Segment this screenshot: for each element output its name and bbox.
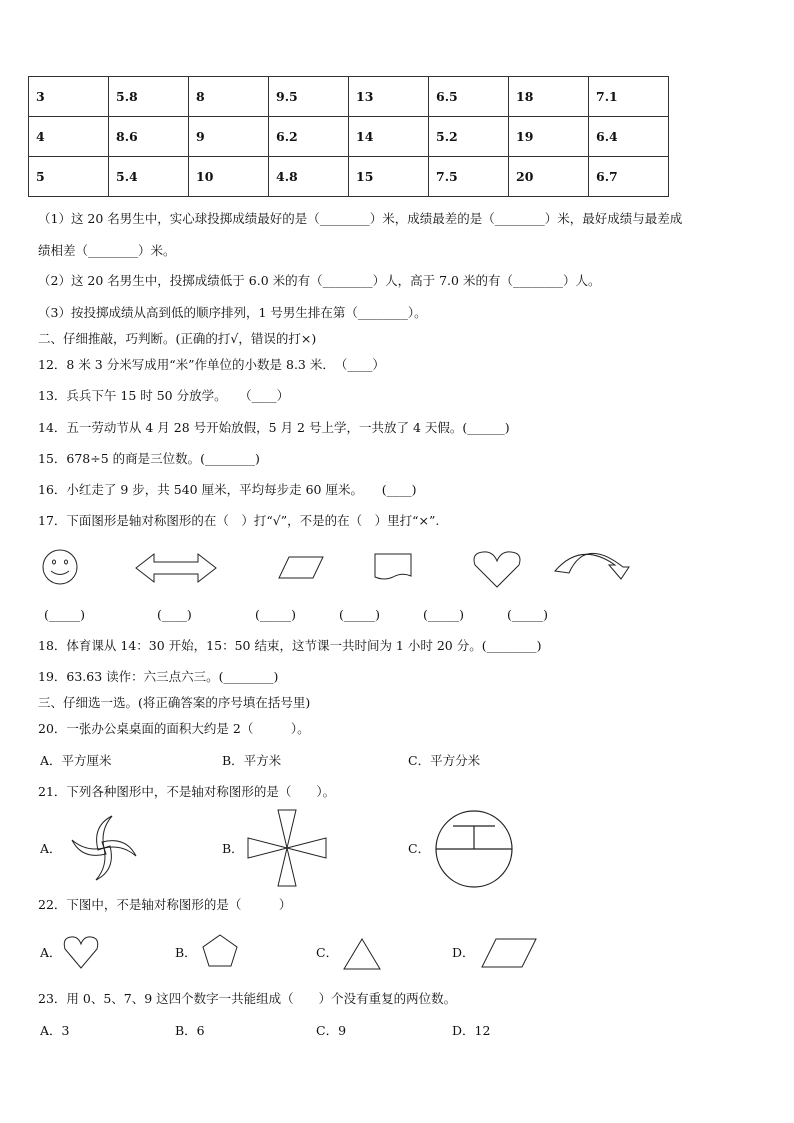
heart-icon [62, 934, 100, 970]
question-18: 18．体育课从 14：30 开始，15：50 结束，这节课一共时间为 1 小时 20 分。(________) [38, 638, 542, 653]
option-d[interactable]: D． [452, 945, 475, 960]
question-15: 15．678÷5 的商是三位数。(________) [38, 451, 260, 466]
table-cell: 18 [509, 77, 589, 117]
table-cell: 14 [349, 117, 429, 157]
table-cell: 5 [29, 157, 109, 197]
table-row [29, 77, 669, 117]
curved-arrow-icon [551, 547, 633, 583]
question-19: 19．63.63 读作：六三点六三。(________) [38, 669, 279, 684]
table-cell: 20 [509, 157, 589, 197]
table-cell: 7.5 [429, 157, 509, 197]
table-cell: 6.2 [269, 117, 349, 157]
pinwheel-icon [64, 810, 144, 886]
table-cell: 9.5 [269, 77, 349, 117]
smiley-face-icon [40, 547, 84, 587]
table-cell: 5.2 [429, 117, 509, 157]
option-c[interactable]: C．9 [316, 1023, 347, 1038]
table-cell: 6.4 [589, 117, 669, 157]
answer-blank[interactable]: (_____) [339, 607, 381, 622]
table-cell: 13 [349, 77, 429, 117]
question-21: 21．下列各种图形中，不是轴对称图形的是（ ）。 [38, 784, 336, 799]
table-cell: 3 [29, 77, 109, 117]
table-cell: 8 [189, 77, 269, 117]
table-cell: 4 [29, 117, 109, 157]
wavy-flag-icon [373, 552, 415, 582]
table-cell: 6.7 [589, 157, 669, 197]
option-d[interactable]: D．12 [452, 1023, 491, 1038]
section-3-heading: 三、仔细选一选。(将正确答案的序号填在括号里) [38, 695, 311, 710]
heart-icon [471, 549, 523, 589]
table-cell: 7.1 [589, 77, 669, 117]
option-b[interactable]: B． [175, 945, 197, 960]
option-b[interactable]: B．6 [175, 1023, 205, 1038]
answer-blank[interactable]: (____) [157, 607, 192, 622]
option-a[interactable]: A．3 [40, 1023, 70, 1038]
table-cell: 8.6 [109, 117, 189, 157]
option-a[interactable]: A． [40, 945, 62, 960]
option-a[interactable]: A．平方厘米 [40, 753, 112, 768]
answer-blank[interactable]: (_____) [423, 607, 465, 622]
option-c[interactable]: C． [408, 841, 431, 856]
table-cell: 6.5 [429, 77, 509, 117]
question-17: 17．下面图形是轴对称图形的在（ ）打“√”，不是的在（ ）里打“×”. [38, 513, 440, 528]
question-14: 14．五一劳动节从 4 月 28 号开始放假，5 月 2 号上学，一共放了 4 天假。(______) [38, 420, 510, 435]
question-12: 12．8 米 3 分米写成用“米”作单位的小数是 8.3 米． （____） [38, 357, 385, 372]
bowtie-cross-icon [246, 808, 328, 888]
answer-blank[interactable]: (_____) [255, 607, 297, 622]
pentagon-icon [201, 933, 239, 969]
option-c[interactable]: C．平方分米 [408, 753, 481, 768]
parallelogram-icon [277, 555, 325, 581]
table-cell: 5.4 [109, 157, 189, 197]
triangle-icon [342, 936, 382, 972]
scores-table [28, 76, 669, 197]
question-20: 20．一张办公桌桌面的面积大约是 2（ ）。 [38, 721, 310, 736]
option-a[interactable]: A． [40, 841, 62, 856]
table-cell: 15 [349, 157, 429, 197]
table-cell: 19 [509, 117, 589, 157]
question-16: 16．小红走了 9 步，共 540 厘米，平均每步走 60 厘米。 (____) [38, 482, 417, 497]
question-11-part-1a: （1）这 20 名男生中，实心球投掷成绩最好的是（________）米，成绩最差的是（________）米，最好成绩与最差成 [38, 211, 683, 226]
table-cell: 5.8 [109, 77, 189, 117]
table-cell: 4.8 [269, 157, 349, 197]
double-arrow-icon [134, 551, 218, 585]
table-cell: 10 [189, 157, 269, 197]
parallelogram-icon [480, 937, 538, 969]
answer-blank[interactable]: (_____) [44, 607, 86, 622]
section-2-heading: 二、仔细推敲，巧判断。(正确的打√，错误的打×) [38, 331, 317, 346]
answer-blank[interactable]: (_____) [507, 607, 549, 622]
option-b[interactable]: B． [222, 841, 244, 856]
question-11-part-1b: 绩相差（________）米。 [38, 243, 176, 258]
question-23: 23．用 0、5、7、9 这四个数字一共能组成（ ）个没有重复的两位数。 [38, 991, 457, 1006]
table-cell: 9 [189, 117, 269, 157]
question-11-part-3: （3）按投掷成绩从高到低的顺序排列，1 号男生排在第（________）。 [38, 305, 427, 320]
question-22: 22．下图中，不是轴对称图形的是（ ） [38, 897, 292, 912]
option-c[interactable]: C． [316, 945, 339, 960]
question-11-part-2: （2）这 20 名男生中，投掷成绩低于 6.0 米的有（________）人，高于 7.0 米的有（________）人。 [38, 273, 601, 288]
circle-with-symbol-icon [433, 808, 515, 890]
option-b[interactable]: B．平方米 [222, 753, 282, 768]
table-row [29, 117, 669, 157]
question-13: 13．兵兵下午 15 时 50 分放学。 （____） [38, 388, 290, 403]
table-row [29, 157, 669, 197]
